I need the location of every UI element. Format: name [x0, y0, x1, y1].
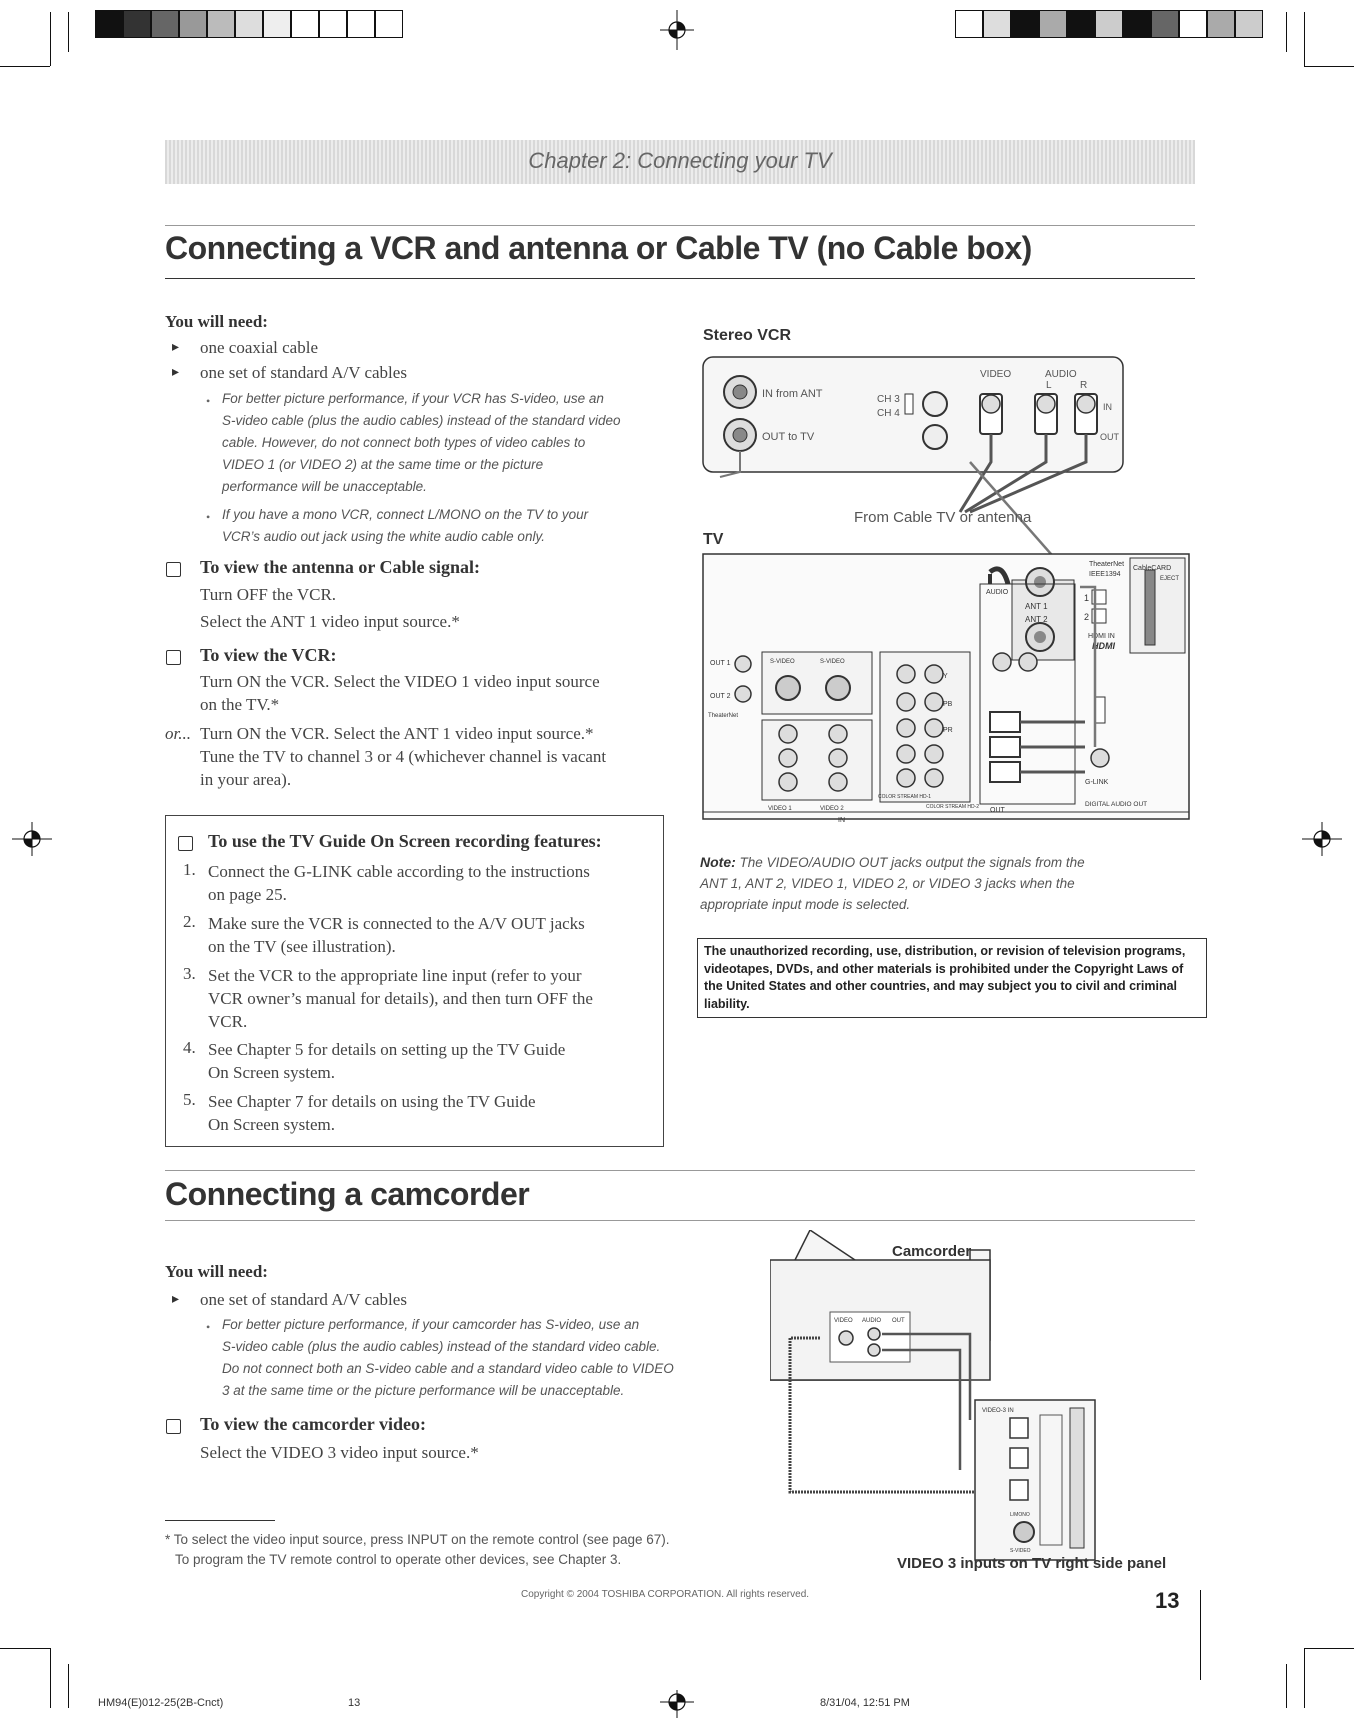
crosshair-icon [12, 822, 52, 856]
video2-label: VIDEO 2 [820, 806, 844, 812]
copyright: Copyright © 2004 TOSHIBA CORPORATION. All rights reserved. [521, 1589, 810, 1600]
tv-out-label: OUT [990, 807, 1005, 814]
sub-bullet-dot: • [206, 394, 211, 408]
crop-mark [1286, 12, 1287, 52]
out2-label: OUT 2 [710, 693, 731, 700]
or-label: or... [165, 724, 191, 743]
crop-mark [1304, 66, 1354, 67]
crosshair-icon [1302, 822, 1342, 856]
camcorder-label: Camcorder [892, 1243, 972, 1260]
pr-label: PR [943, 727, 953, 734]
guide-box-heading: To use the TV Guide On Screen recording features: [208, 831, 602, 851]
slug-date: 8/31/04, 12:51 PM [820, 1697, 910, 1709]
subnote-text: For better picture performance, if your camcorder has S-video, use an S-video cable (plus the audio cables) instead of the standard video cable. Do not connect both an S-video cable and a standard video cable to VIDEO 3 at the same time or the picture performance will be unacceptable. [222, 1317, 674, 1398]
hdmi-in-label: HDMI IN [1088, 633, 1115, 640]
vcr-tv-connection-diagram [690, 322, 1200, 842]
vcr-r-label: R [1080, 380, 1088, 391]
hd2-label: COLOR STREAM HD-2 [926, 804, 980, 810]
step-heading: To view the antenna or Cable signal: [200, 557, 481, 577]
crop-mark [68, 1664, 69, 1708]
from-cable-label: From Cable TV or antenna [854, 509, 1032, 526]
step-body: Select the VIDEO 3 video input source.* [200, 1443, 479, 1462]
chapter-title: Chapter 2: Connecting your TV [528, 148, 832, 173]
ieee-port-1-label: 1 [1084, 593, 1090, 603]
note: Note: The VIDEO/AUDIO OUT jacks output the signals from the ANT 1, ANT 2, VIDEO 1, VIDEO 2, or VIDEO 3 jacks when the appropriate input mode is selected. [700, 854, 1085, 912]
crop-mark [0, 66, 50, 67]
ant2-label: ANT 2 [1025, 615, 1048, 624]
vcr-video-label: VIDEO [980, 369, 1012, 380]
checkbox-icon [178, 836, 193, 851]
tv-in-audio-label: AUDIO [986, 589, 1009, 596]
slug-file: HM94(E)012-25(2B-Cnct) [98, 1697, 224, 1709]
section-rule [165, 1170, 1195, 1171]
pb-label: PB [943, 701, 953, 708]
tv-in-label: IN [838, 817, 845, 824]
step-heading: To view the camcorder video: [200, 1414, 426, 1434]
out1-label: OUT 1 [710, 660, 731, 667]
checkbox-icon [166, 562, 181, 577]
crop-mark [1304, 1648, 1354, 1649]
in-from-ant-label: IN from ANT [762, 388, 823, 400]
you-will-need-heading: You will need: [165, 312, 268, 331]
footnote-rule [165, 1520, 275, 1521]
crop-mark [1304, 12, 1305, 66]
vcr-out-label: OUT [1100, 432, 1119, 442]
crosshair-icon [660, 10, 694, 50]
camcorder-connection-diagram [770, 1230, 1200, 1570]
subnote-text: If you have a mono VCR, connect L/MONO on the TV to your VCR’s audio out jack using the white audio cable only. [222, 507, 589, 544]
registration-bar-right [955, 10, 1263, 36]
svideo-label: S-VIDEO [1010, 1548, 1031, 1554]
margin-rule [1200, 1590, 1201, 1680]
step-heading: To view the VCR: [200, 645, 337, 665]
vcr-audio-label: AUDIO [1045, 369, 1077, 380]
ch4-label: CH 4 [877, 408, 900, 419]
you-will-need-heading: You will need: [165, 1262, 268, 1281]
camcorder-diagram-caption: VIDEO 3 inputs on TV right side panel [897, 1555, 1167, 1572]
copyright-notice: The unauthorized recording, use, distribution, or revision of television programs, videotapes, DVDs, and other materials is prohibited under the Copyright Laws of the United States and other countries, and may subject you to civil and criminal liability. [697, 938, 1207, 1018]
need-item: ▸ one set of standard A/V cables [200, 1290, 407, 1310]
ant1-label: ANT 1 [1025, 602, 1048, 611]
page-number: 13 [1155, 1588, 1180, 1613]
eject-label: EJECT [1160, 576, 1180, 582]
video3-in-label: VIDEO-3 IN [982, 1408, 1014, 1414]
video1-label: VIDEO 1 [768, 806, 792, 812]
digital-audio-out-label: DIGITAL AUDIO OUT [1085, 801, 1148, 808]
ch3-label: CH 3 [877, 394, 900, 405]
chapter-band [165, 140, 1195, 184]
cablecard-label: CableCARD [1133, 565, 1172, 572]
sub-bullet-dot: • [206, 510, 211, 524]
ieee-port-2-label: 2 [1084, 612, 1090, 622]
tv-label: TV [703, 531, 724, 548]
l-mono-label: L/MONO [1010, 1512, 1030, 1518]
subnote-text: For better picture performance, if your VCR has S-video, use an S-video cable (plus the audio cables) instead of the standard video cable. However, do not connect both types of video cables to VIDEO 1 (or VIDEO 2) at the same time or the picture performance will be unacceptable. [222, 391, 621, 494]
vcr-l-label: L [1046, 380, 1052, 391]
s-video-1-label: S-VIDEO [770, 659, 795, 665]
crop-mark [50, 1648, 51, 1708]
cam-audio-label: AUDIO [862, 1318, 882, 1324]
crosshair-icon [660, 1690, 694, 1718]
theaternet-label: TheaterNet [708, 713, 739, 719]
out-to-tv-label: OUT to TV [762, 431, 815, 443]
need-item: ▸ one coaxial cable [200, 338, 318, 358]
registration-bar-left [95, 10, 403, 36]
checkbox-icon [166, 650, 181, 665]
step-body: Turn ON the VCR. Select the ANT 1 video input source.* Tune the TV to channel 3 or 4 (whichever channel is vacant in your area). [200, 724, 607, 789]
footnote: * To select the video input source, press INPUT on the remote control (see page 67). To program the TV remote control to operate other devices, see Chapter 3. [165, 1532, 670, 1567]
hd1-label: COLOR STREAM HD-1 [878, 794, 932, 800]
theaternet-top-label: TheaterNet [1089, 561, 1125, 568]
section2-heading: Connecting a camcorder [165, 1176, 530, 1212]
vcr-label: Stereo VCR [703, 327, 792, 344]
section-rule [165, 225, 1195, 226]
cam-video-label: VIDEO [834, 1318, 853, 1324]
rca-plugs [980, 394, 1097, 434]
step-body: Turn ON the VCR. Select the VIDEO 1 video input source on the TV.* [200, 672, 600, 714]
section-rule [165, 278, 1195, 279]
section1-heading: Connecting a VCR and antenna or Cable TV (no Cable box) [165, 230, 1032, 266]
crop-mark [0, 1648, 50, 1649]
s-video-2-label: S-VIDEO [820, 659, 845, 665]
ieee1394-label: IEEE1394 [1089, 571, 1121, 578]
crop-mark [68, 12, 69, 52]
vcr-in-label: IN [1103, 402, 1112, 412]
glink-label: G-LINK [1085, 779, 1109, 786]
step-body: Turn OFF the VCR. Select the ANT 1 video input source.* [200, 585, 460, 631]
crop-mark [1304, 1648, 1305, 1708]
slug-page: 13 [348, 1697, 361, 1709]
sub-bullet-dot: • [206, 1320, 211, 1334]
checkbox-icon [166, 1419, 181, 1434]
glink-jack [1091, 749, 1109, 767]
hdmi-logo: HDMI [1092, 641, 1115, 651]
crop-mark [50, 12, 51, 66]
cam-out-label: OUT [892, 1318, 905, 1324]
crop-mark [1286, 1664, 1287, 1708]
need-item: ▸ one set of standard A/V cables [200, 363, 407, 383]
section-rule [165, 1220, 1195, 1221]
y-label: Y [943, 673, 948, 680]
